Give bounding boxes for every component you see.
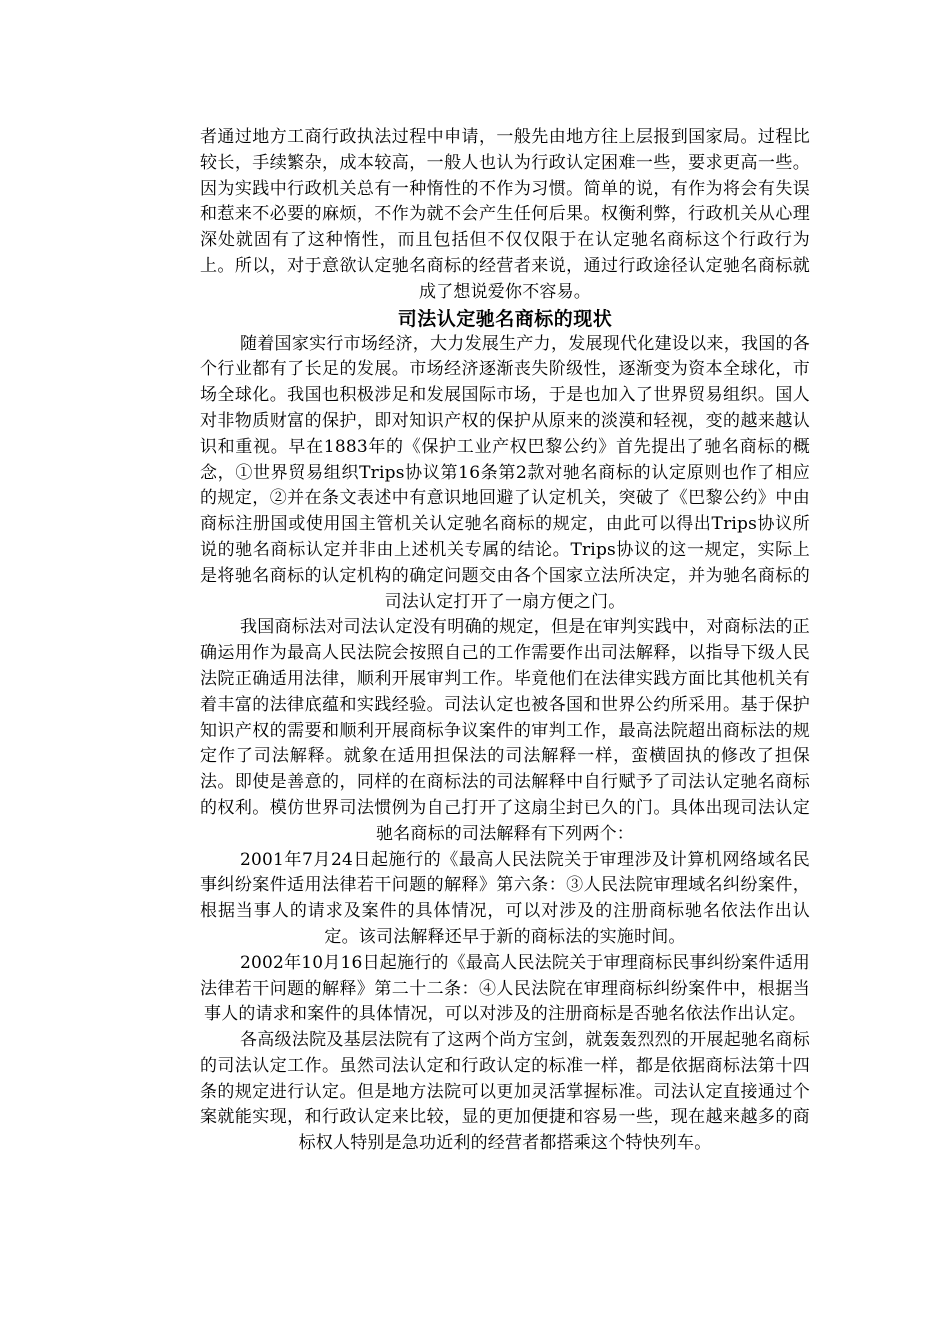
body-paragraph-5: 各高级法院及基层法院有了这两个尚方宝剑，就轰轰烈烈的开展起驰名商标的司法认定工作。虽然司法认定和行政认定的标准一样，都是依据商标法第十四条的规定进行认定。但是地方法院可以更加灵活掌握标准。司法认定直接通过个案就能实现，和行政认定来比较，显的更加便捷和容易一些，现在越来越多的商标权人特别是急功近利的经营者都搭乘这个特快列车。 [200,1030,810,1154]
body-paragraph-4: 2002年10月16日起施行的《最高人民法院关于审理商标民事纠纷案件适用法律若干问题的解释》第二十二条：④人民法院在审理商标纠纷案件中，根据当事人的请求和案件的具体情况，可以对涉及的注册商标是否驰名依法作出认定。 [200,952,810,1025]
intro-paragraph: 者通过地方工商行政执法过程中申请，一般先由地方往上层报到国家局。过程比较长，手续繁杂，成本较高，一般人也认为行政认定困难一些，要求更高一些。因为实践中行政机关总有一种惰性的不作为习惯。简单的说，有作为将会有失误和惹来不必要的麻烦，不作为就不会产生任何后果。权衡利弊，行政机关从心理深处就固有了这种惰性，而且包括但不仅仅限于在认定驰名商标这个行政行为上。所以，对于意欲认定驰名商标的经营者来说，通过行政途径认定驰名商标就成了想说爱你不容易。 [200,127,810,302]
body-paragraph-3: 2001年7月24日起施行的《最高人民法院关于审理涉及计算机网络域名民事纠纷案件适用法律若干问题的解释》第六条：③人民法院审理域名纠纷案件，根据当事人的请求及案件的具体情况，可以对涉及的注册商标驰名依法作出认定。该司法解释还早于新的商标法的实施时间。 [200,849,810,947]
body-paragraph-1: 随着国家实行市场经济，大力发展生产力，发展现代化建设以来，我国的各个行业都有了长足的发展。市场经济逐渐丧失阶级性，逐渐变为资本全球化，市场全球化。我国也积极涉足和发展国际市场，于是也加入了世界贸易组织。国人对非物质财富的保护，即对知识产权的保护从原来的淡漠和轻视，变的越来越认识和重视。早在1883年的《保护工业产权巴黎公约》首先提出了驰名商标的概念，①世界贸易组织Trips协议第16条第2款对驰名商标的认定原则也作了相应的规定，②并在条文表述中有意识地回避了认定机关，突破了《巴黎公约》中由商标注册国或使用国主管机关认定驰名商标的规定，由此可以得出Trips协议所说的驰名商标认定并非由上述机关专属的结论。Trips协议的这一规定，实际上是将驰名商标的认定机构的确定问题交由各个国家立法所决定，并为驰名商标的司法认定打开了一扇方便之门。 [200,333,810,612]
document-page [200,125,810,1157]
body-paragraph-2: 我国商标法对司法认定没有明确的规定，但是在审判实践中，对商标法的正确运用作为最高人民法院会按照自己的工作需要作出司法解释，以指导下级人民法院正确适用法律，顺利开展审判工作。毕竟他们在法律实践方面比其他机关有着丰富的法律底蕴和实践经验。司法认定也被各国和世界公约所采用。基于保护知识产权的需要和顺利开展商标争议案件的审判工作，最高法院超出商标法的规定作了司法解释。就象在适用担保法的司法解释一样，蛮横固执的修改了担保法。即使是善意的，同样的在商标法的司法解释中自行赋予了司法认定驰名商标的权利。模仿世界司法惯例为自己打开了这扇尘封已久的门。具体出现司法认定驰名商标的司法解释有下列两个： [200,617,810,844]
section-heading: 司法认定驰名商标的现状 [397,307,613,330]
